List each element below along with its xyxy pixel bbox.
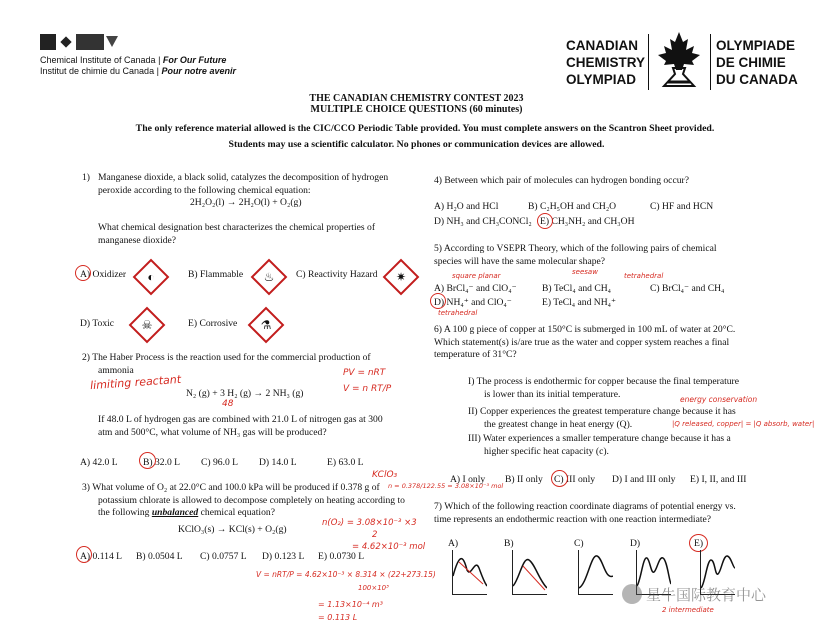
cco-name-en — [566, 37, 645, 88]
flammable-hazard-icon: ♨ — [251, 259, 288, 296]
instructions-line1: The only reference material allowed is the CIC/CCO Periodic Table provided. You must complete answers on the Scantron Sheet provided. — [135, 123, 715, 134]
cco-divider-left — [648, 34, 649, 90]
q1-option-c[interactable]: C) Reactivity Hazard — [296, 269, 378, 280]
q3-line3-post: chemical equation? — [200, 507, 275, 518]
q1-line1: Manganese dioxide, a black solid, catalyzes the decomposition of hydrogen — [98, 172, 389, 183]
watermark: 星牛国际教育中心 — [646, 587, 767, 604]
q3-option-d[interactable]: D) 0.123 L — [262, 551, 305, 562]
cic-name-fr — [40, 66, 236, 76]
curve-c — [579, 550, 613, 594]
q2-line2: ammonia — [98, 364, 134, 376]
note-v-calc-3: = 1.13×10⁻⁴ m³ — [318, 600, 383, 609]
answer-circle-q3 — [76, 546, 92, 563]
q2-line4: atm and 500°C, what volume of NH₃ gas will be produced? — [98, 426, 327, 438]
q6-line1: 6) A 100 g piece of copper at 150°C is submerged in 100 mL of water at 20°C. — [434, 324, 736, 335]
q1-equation: 2H₂O₂(l) → 2H₂O(l) + O₂(g) — [190, 197, 302, 208]
q4-option-c[interactable]: C) HF and HCN — [650, 201, 714, 212]
q5-option-a[interactable]: A) BrCl₄⁻ and ClO₄⁻ — [434, 283, 517, 294]
q1-option-b[interactable]: B) Flammable — [188, 269, 244, 280]
logo-square-icon — [40, 34, 56, 50]
q2-question — [98, 414, 383, 439]
q7-line2: time represents an endothermic reaction with one reaction intermediate? — [434, 513, 712, 525]
note-v-nrt-p: V = n RT/P — [343, 384, 392, 394]
cco-en-line1: CANADIAN — [566, 38, 638, 53]
q4-option-b[interactable]: B) C₂H₅OH and CH₂O — [528, 201, 617, 212]
logo-block-icon — [76, 34, 104, 50]
q2-option-a[interactable]: A) 42.0 L — [80, 457, 118, 468]
watermark-logo-icon — [622, 584, 642, 604]
q6-s3-line2: higher specific heat capacity (c). — [484, 445, 609, 457]
q5-option-d[interactable]: D) NH₄⁺ and ClO₄⁻ — [434, 297, 512, 308]
note-v-calc-4: = 0.113 L — [318, 613, 358, 622]
cic-motto-en: For Our Future — [162, 55, 227, 65]
q3-line3-pre: the following — [98, 507, 150, 518]
q3-line2: potassium chlorate is allowed to decompose completely on heating according to — [98, 494, 405, 506]
q3-text — [82, 482, 405, 520]
q1-option-a[interactable]: A) Oxidizer — [80, 269, 127, 280]
corrosive-hazard-icon: ⚗ — [248, 307, 285, 344]
q6-option-b[interactable]: B) II only — [505, 474, 543, 485]
q5-option-e[interactable]: E) TeCl₄ and NH₄⁺ — [542, 297, 617, 308]
diagram-c — [578, 550, 613, 595]
q6-s1-line1: I) The process is endothermic for copper because the final temperature — [468, 376, 739, 387]
q4-option-d[interactable]: D) NH₃ and CH₃CONCl₂ — [434, 216, 532, 227]
q7-label-d[interactable]: D) — [630, 538, 641, 549]
note-kclo3: KClO₃ — [372, 470, 398, 480]
note-q-released: |Q released, copper| = |Q absorb, water| — [672, 420, 815, 428]
note-v-calc-2: 100×10³ — [358, 584, 389, 592]
q7-label-b[interactable]: B) — [504, 538, 514, 549]
q1-text — [98, 172, 388, 197]
contest-title: THE CANADIAN CHEMISTRY CONTEST 2023 — [309, 93, 524, 104]
q6-s2-line1: II) Copper experiences the greatest temperature change because it has — [468, 406, 736, 417]
q1-line4: manganese dioxide? — [98, 234, 177, 246]
cic-logo — [40, 32, 120, 52]
cic-name-en — [40, 55, 226, 65]
cco-en-line2: CHEMISTRY — [566, 55, 646, 70]
curve-a — [453, 550, 487, 594]
q6-line3: temperature of 31°C? — [434, 349, 517, 360]
q2-text — [82, 352, 371, 377]
curve-b — [513, 550, 547, 594]
q6-text — [434, 324, 735, 362]
q1-option-e[interactable]: E) Corrosive — [188, 318, 238, 329]
logo-triangle-icon — [106, 36, 118, 47]
q5-line2: species will have the same molecular shape? — [434, 255, 606, 267]
answer-circle-q6 — [551, 470, 568, 487]
note-seesaw: seesaw — [572, 268, 598, 276]
note-n-o2-2: 2 — [372, 530, 378, 540]
logo-diamond-icon — [60, 36, 71, 47]
cco-fr-line1: OLYMPIADE — [716, 38, 796, 53]
q1-number: 1) — [82, 172, 90, 183]
q6-option-e[interactable]: E) I, II, and III — [690, 474, 747, 485]
q3-option-e[interactable]: E) 0.0730 L — [318, 551, 365, 562]
cco-fr-line2: DE CHIMIE — [716, 55, 786, 70]
note-n-o2-1: n(O₂) = 3.08×10⁻³ ×3 — [322, 518, 417, 528]
q7-label-e[interactable]: E) — [694, 538, 704, 549]
q4-option-e[interactable]: E) CH₃NH₂ and CH₃OH — [540, 216, 635, 227]
note-48: 48 — [222, 399, 234, 409]
cic-motto-fr: Pour notre avenir — [161, 66, 236, 76]
q1-question — [98, 222, 375, 247]
diagram-a — [452, 550, 487, 595]
q3-unbalanced: unbalanced — [151, 507, 199, 518]
q7-line1: 7) Which of the following reaction coordinate diagrams of potential energy vs. — [434, 501, 736, 512]
note-n-calc: n = 0.378/122.55 = 3.08×10⁻³ mol — [388, 482, 504, 490]
note-limiting-reactant: limiting reactant — [89, 372, 182, 393]
contest-subtitle: MULTIPLE CHOICE QUESTIONS (60 minutes) — [310, 104, 523, 115]
q5-line1: 5) According to VSEPR Theory, which of the following pairs of chemical — [434, 243, 717, 254]
q6-statement-3 — [468, 433, 731, 458]
q6-s1-line2: is lower than its initial temperature. — [484, 388, 621, 400]
oxidizer-hazard-icon: ◐ — [133, 259, 170, 296]
q1-line3: What chemical designation best characterizes the chemical properties of — [98, 222, 376, 233]
maple-leaf-flask-icon — [652, 30, 706, 90]
note-pv-nrt: PV = nRT — [343, 368, 386, 378]
cco-en-line3: OLYMPIAD — [566, 72, 637, 87]
diagram-b — [512, 550, 547, 595]
cic-name-fr-text: Institut de chimie du Canada | — [40, 66, 159, 76]
note-square-planar: square planar — [452, 272, 501, 280]
note-tetrahedral-1: tetrahedral — [624, 272, 664, 280]
q6-s2-line2: the greatest change in heat energy (Q). — [484, 418, 633, 430]
answer-circle-q5 — [430, 293, 446, 309]
q5-option-c[interactable]: C) BrCl₄⁻ and CH₄ — [650, 283, 725, 294]
q6-option-c[interactable]: C) III only — [554, 474, 596, 485]
q3-line1: 3) What volume of O₂ at 22.0°C and 100.0 kPa will be produced if 0.378 g of — [82, 482, 380, 493]
note-tetrahedral-2: tetrahedral — [438, 309, 478, 317]
q7-label-a[interactable]: A) — [448, 538, 459, 549]
note-energy-conservation: energy conservation — [680, 395, 758, 404]
q2-option-c[interactable]: C) 96.0 L — [201, 457, 239, 468]
q3-option-c[interactable]: C) 0.0757 L — [200, 551, 247, 562]
reactivity-hazard-icon: ✷ — [383, 259, 420, 296]
q7-text — [434, 501, 736, 526]
cco-name-fr — [716, 37, 798, 88]
q6-option-d[interactable]: D) I and III only — [612, 474, 676, 485]
q3-option-a[interactable]: A) 0.114 L — [80, 551, 123, 562]
q5-option-b[interactable]: B) TeCl₄ and CH₄ — [542, 283, 611, 294]
q7-label-c[interactable]: C) — [574, 538, 584, 549]
toxic-hazard-icon: ☠ — [129, 307, 166, 344]
q1-line2: peroxide according to the following chemical equation: — [98, 184, 311, 196]
q2-option-b[interactable]: B) 32.0 L — [143, 457, 181, 468]
q4-text: 4) Between which pair of molecules can hydrogen bonding occur? — [434, 175, 689, 186]
q3-equation: KClO₃(s) → KCl(s) + O₂(g) — [178, 524, 287, 535]
q6-s3-line1: III) Water experiences a smaller temperature change because it has a — [468, 433, 731, 444]
note-intermediate: 2 intermediate — [662, 606, 714, 614]
q2-option-e[interactable]: E) 63.0 L — [327, 457, 364, 468]
cco-divider-right — [710, 34, 711, 90]
q2-line3: If 48.0 L of hydrogen gas are combined with 21.0 L of nitrogen gas at 300 — [98, 414, 383, 425]
note-v-calc-1: V = nRT/P = 4.62×10⁻³ × 8.314 × (22+273.15) — [256, 570, 436, 579]
q2-equation: N₂ (g) + 3 H₂ (g) → 2 NH₃ (g) — [186, 388, 304, 399]
cic-name-en-text: Chemical Institute of Canada | — [40, 55, 161, 65]
cco-fr-line3: DU CANADA — [716, 72, 798, 87]
q6-option-a[interactable]: A) I only — [450, 474, 486, 485]
q2-option-d[interactable]: D) 14.0 L — [259, 457, 297, 468]
answer-circle-q4 — [537, 213, 553, 229]
note-n-o2-3: = 4.62×10⁻³ mol — [352, 542, 426, 552]
q3-option-b[interactable]: B) 0.0504 L — [136, 551, 183, 562]
answer-circle-q2 — [139, 452, 156, 469]
q5-text — [434, 243, 717, 268]
q4-option-a[interactable]: A) H₂O and HCl — [434, 201, 499, 212]
q1-option-d[interactable]: D) Toxic — [80, 318, 115, 329]
q2-line1: 2) The Haber Process is the reaction used for the commercial production of — [82, 352, 371, 363]
instructions-line2: Students may use a scientific calculator. No phones or communication devices are allowed. — [228, 139, 605, 150]
answer-circle-q1 — [75, 265, 91, 281]
q6-line2: Which statement(s) is/are true as the water and copper system reaches a final — [434, 336, 730, 348]
